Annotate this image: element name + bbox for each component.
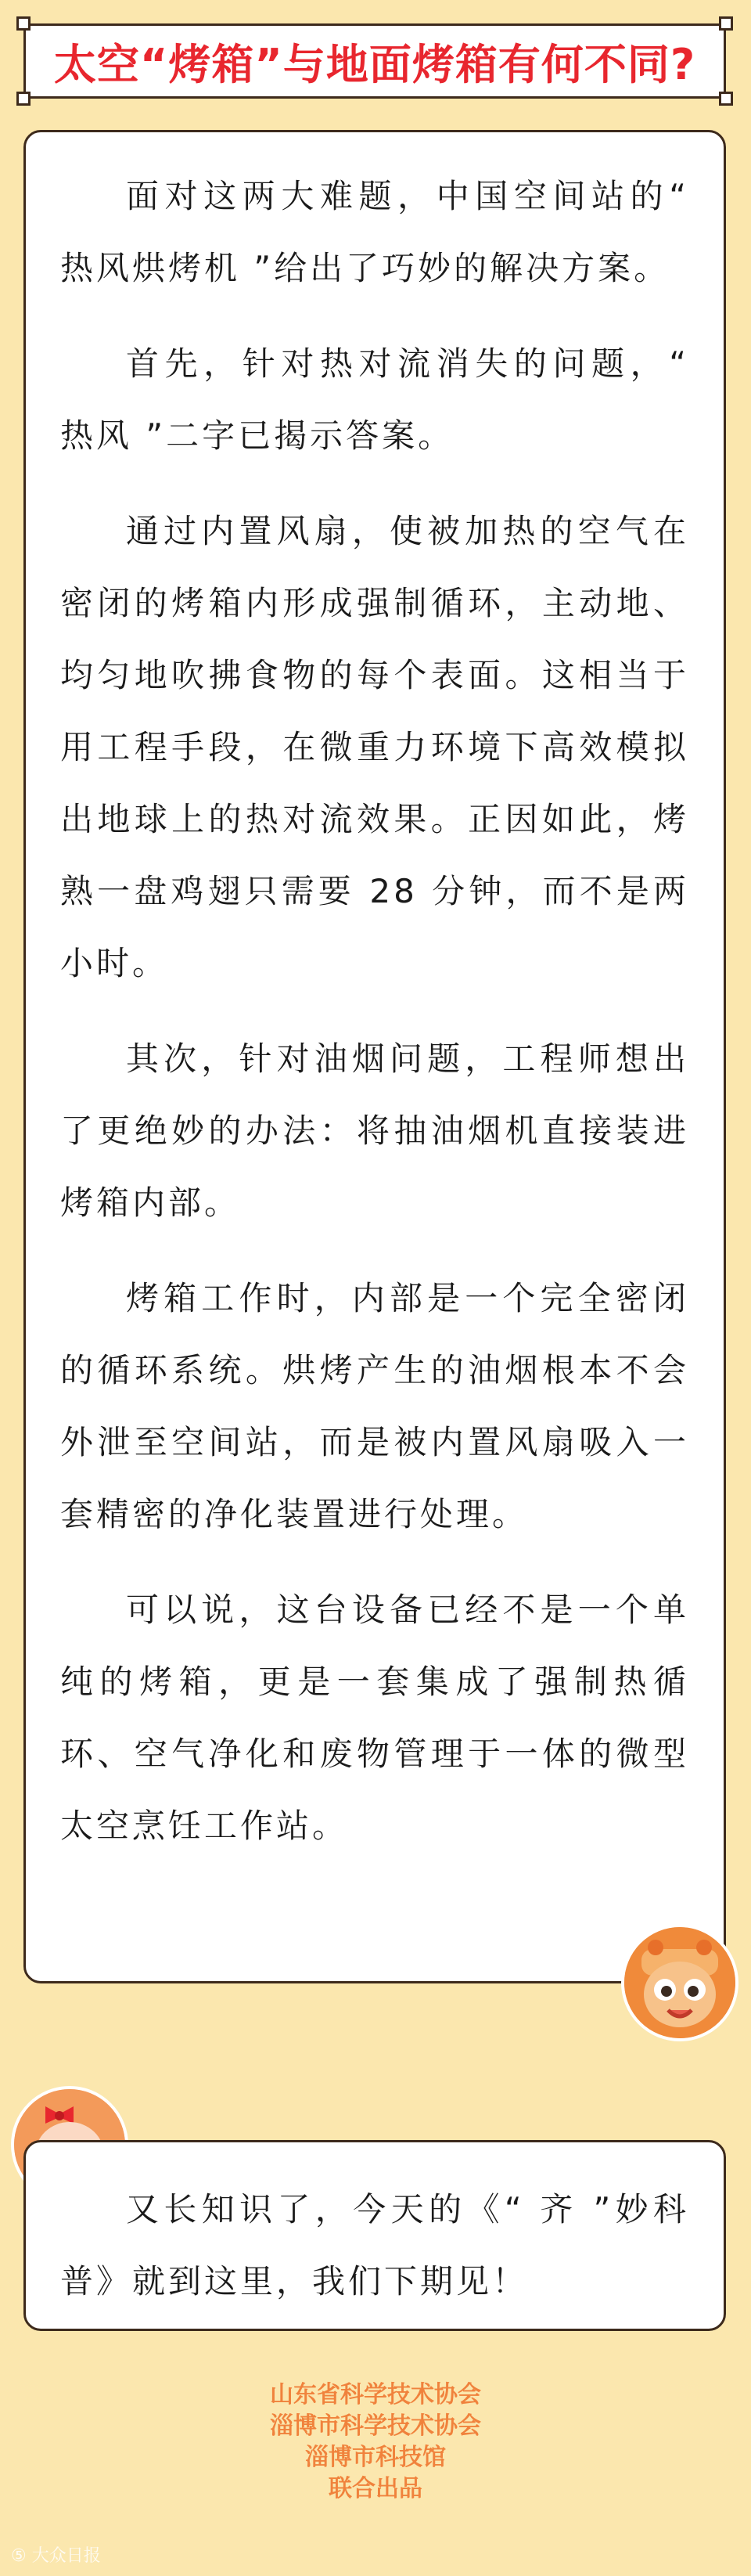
credit-line: 淄博市科学技术协会 [270, 2412, 481, 2440]
credit-line: 山东省科学技术协会 [270, 2381, 481, 2408]
paragraph: 通过内置风扇，使被加热的空气在密闭的烤箱内形成强制循环，主动地、均匀地吹拂食物的每个表面。这相当于用工程手段，在微重力环境下高效模拟出地球上的热对流效果。正因如此，烤熟一盘鸡翅只需要 28 分钟，而不是两小时。 [60, 512, 689, 982]
credit-line: 联合出品 [329, 2475, 422, 2502]
paragraph: 首先，针对热对流消失的问题，“ 热风 ”二字已揭示答案。 [60, 344, 689, 455]
paragraph: 可以说，这台设备已经不是一个单纯的烤箱，更是一套集成了强制热循环、空气净化和废物管理于一体的微型太空烹饪工作站。 [60, 1591, 689, 1845]
closing-text: 又长知识了，今天的《“ 齐 ”妙科普》就到这里，我们下期见！ [60, 2190, 689, 2300]
credit-line: 淄博市科技馆 [305, 2444, 446, 2471]
paragraph: 其次，针对油烟问题，工程师想出了更绝妙的办法：将抽油烟机直接装进烤箱内部。 [60, 1039, 689, 1222]
boy-mascot-icon [621, 1924, 738, 2041]
paragraph: 烤箱工作时，内部是一个完全密闭的循环系统。烘烤产生的油烟根本不会外泄至空间站，而是被内置风扇吸入一套精密的净化装置进行处理。 [60, 1279, 689, 1533]
credits [0, 2380, 751, 2505]
paragraph: 面对这两大难题，中国空间站的“ 热风烘烤机 ”给出了巧妙的解决方案。 [60, 177, 689, 287]
title-banner [23, 23, 726, 99]
page-title: 太空“烤箱”与地面烤箱有何不同? [53, 39, 696, 89]
article-card [23, 130, 726, 1983]
closing-card [23, 2140, 726, 2331]
watermark: ⑤ 大众日报 [11, 2546, 101, 2566]
